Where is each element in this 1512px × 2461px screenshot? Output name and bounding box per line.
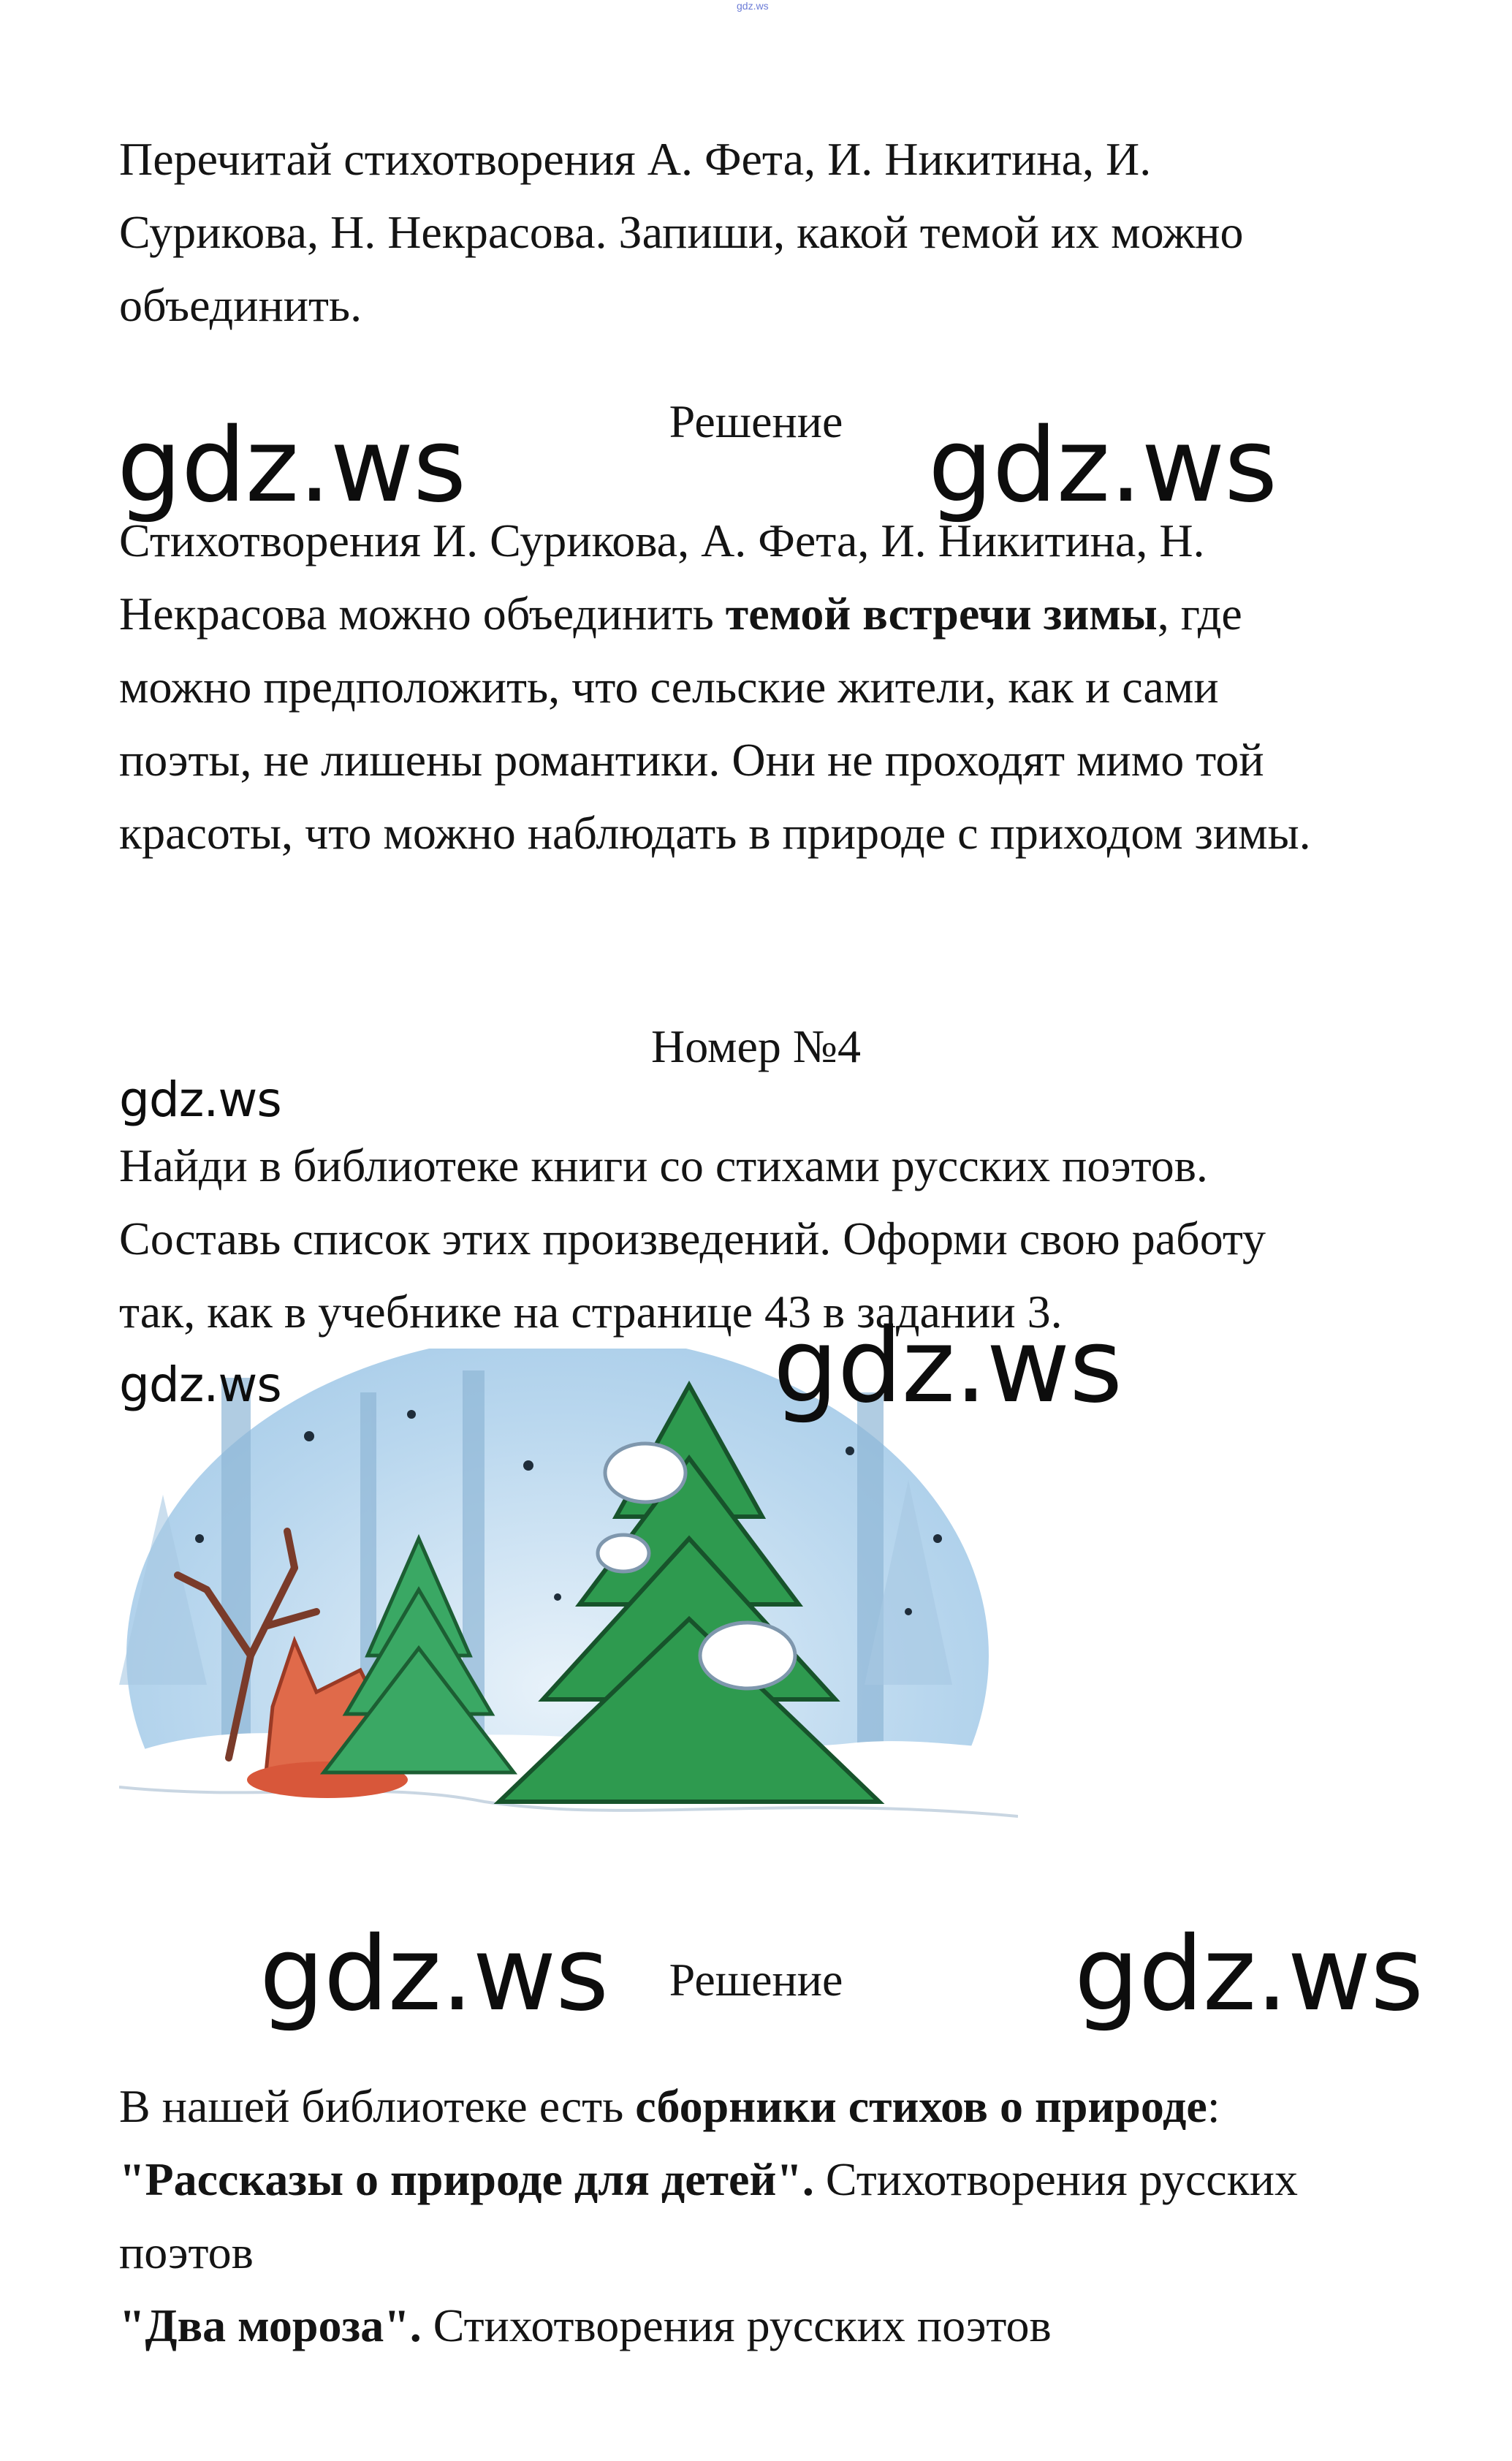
task-1-text: [119, 123, 1420, 342]
task-2-line: так, как в учебнике на странице 43 в задании 3.: [119, 1286, 1063, 1338]
task-1-line: Сурикова, Н. Некрасова. Запиши, какой темой их можно: [119, 206, 1244, 258]
watermark: gdz.ws: [119, 1357, 281, 1413]
solution-1-line: Стихотворения И. Сурикова, А. Фета, И. Никитина, Н.: [119, 515, 1205, 566]
solution-2-line: "Рассказы о природе для детей". Стихотворения русских: [119, 2153, 1299, 2205]
solution-2-text: [119, 2070, 1420, 2362]
site-mark: gdz.ws: [737, 0, 769, 12]
solution-1-line: поэты, не лишены романтики. Они не проходят мимо той: [119, 734, 1264, 786]
task-1-line: Перечитай стихотворения А. Фета, И. Никитина, И.: [119, 133, 1152, 185]
watermark: gdz.ws: [1074, 1915, 1424, 2034]
solution-2-heading: Решение: [669, 1954, 843, 2006]
watermark: gdz.ws: [928, 406, 1277, 526]
solution-1-line: можно предположить, что сельские жители, как и сами: [119, 661, 1219, 713]
solution-2-line: "Два мороза". Стихотворения русских поэтов: [119, 2299, 1052, 2351]
watermark: gdz.ws: [259, 1915, 609, 2034]
watermark: gdz.ws: [773, 1307, 1122, 1426]
solution-1-text: [119, 504, 1420, 870]
task-2-line: Составь список этих произведений. Оформи свою работу: [119, 1213, 1266, 1264]
solution-1-line: красоты, что можно наблюдать в природе с приходом зимы.: [119, 807, 1311, 859]
solution-1-heading: Решение: [669, 395, 843, 447]
solution-1-emphasis: темой встречи зимы: [725, 588, 1158, 640]
book-title: "Два мороза".: [119, 2299, 422, 2351]
task-1-line: объединить.: [119, 279, 362, 331]
solution-2-emphasis: сборники стихов о природе: [635, 2080, 1207, 2132]
task-2-line: Найди в библиотеке книги со стихами русских поэтов.: [119, 1140, 1208, 1191]
solution-2-line: поэтов: [119, 2226, 254, 2278]
solution-1-line: Некрасова можно объединить темой встречи зимы, где: [119, 588, 1242, 640]
winter-fir-trees-illustration: [119, 1349, 1018, 1897]
book-title: "Рассказы о природе для детей".: [119, 2153, 814, 2205]
task-2-heading: Номер №4: [651, 1020, 861, 1072]
solution-2-line: В нашей библиотеке есть сборники стихов о природе:: [119, 2080, 1220, 2132]
watermark: gdz.ws: [117, 406, 466, 526]
task-2-text: [119, 1129, 1420, 1349]
watermark: gdz.ws: [119, 1072, 281, 1128]
